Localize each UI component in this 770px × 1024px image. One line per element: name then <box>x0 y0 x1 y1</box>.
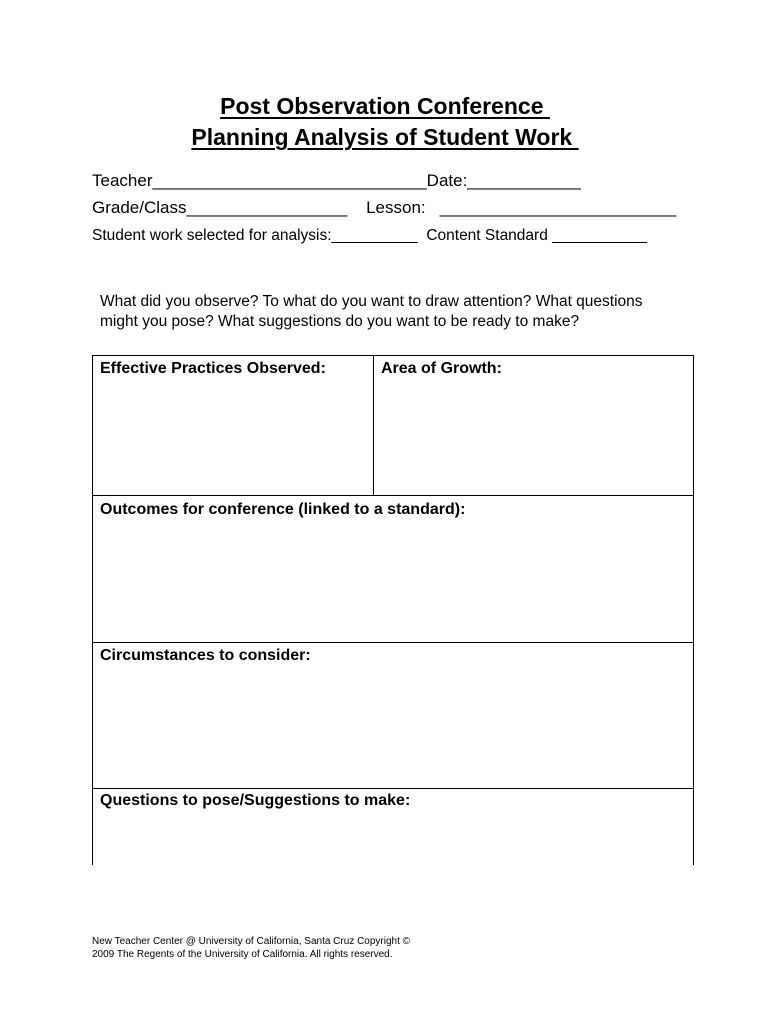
effective-practices-label: Effective Practices Observed: <box>100 360 326 377</box>
form-title-line-2: Planning Analysis of Student Work <box>191 124 579 150</box>
prompt-line-2: might you pose? What suggestions do you want to be ready to make? <box>100 313 580 330</box>
questions-label: Questions to pose/Suggestions to make: <box>100 792 411 809</box>
grade-lesson-fields[interactable]: Grade/Class_________________ Lesson: _________________________ <box>92 198 677 217</box>
copyright-footer <box>92 935 410 961</box>
effective-practices-box[interactable] <box>92 355 373 496</box>
form-title-line-1: Post Observation Conference <box>220 93 550 119</box>
circumstances-box[interactable] <box>92 643 694 789</box>
footer-line-2: 2009 The Regents of the University of California. All rights reserved. <box>92 949 393 960</box>
outcomes-label: Outcomes for conference (linked to a standard): <box>100 501 466 518</box>
footer-line-1: New Teacher Center @ University of California, Santa Cruz Copyright © <box>92 936 411 947</box>
reflection-prompt <box>100 292 700 332</box>
area-of-growth-label: Area of Growth: <box>381 360 502 377</box>
outcomes-box[interactable] <box>92 496 694 643</box>
student-work-standard-fields[interactable]: Student work selected for analysis:__________ Content Standard ___________ <box>92 227 647 244</box>
teacher-date-fields[interactable]: Teacher_____________________________Date:____________ <box>92 171 581 190</box>
circumstances-label: Circumstances to consider: <box>100 647 311 664</box>
area-of-growth-box[interactable] <box>373 355 694 496</box>
prompt-line-1: What did you observe? To what do you want to draw attention? What questions <box>100 293 643 310</box>
questions-box[interactable] <box>92 789 694 865</box>
